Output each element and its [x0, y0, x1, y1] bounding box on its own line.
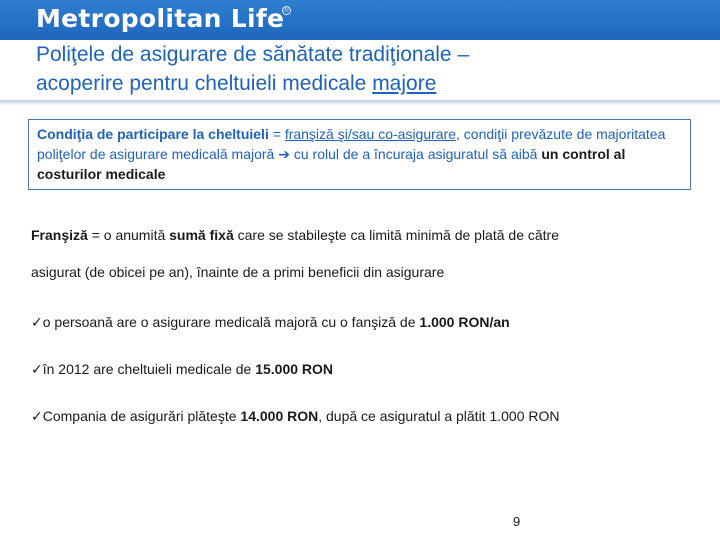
checkmark-icon: ✓ — [31, 408, 43, 424]
registered-mark-icon: ® — [283, 7, 290, 14]
definition-eq: = — [268, 126, 285, 142]
definition-emphasis: un control al costurilor medicale — [37, 146, 626, 182]
definition-rest-2: cu rolul de a încuraja asiguratul să aibă — [289, 146, 542, 162]
franchise-definition-line-2: asigurat (de obicei pe an), înainte de a primi beneficii din asigurare — [31, 264, 445, 280]
franchise-link-text: franşiză — [284, 126, 338, 142]
title-line-1: Poliţele de asigurare de sănătate tradiţionale – — [36, 43, 470, 66]
brand-logo-text: Metropolitan Life — [36, 4, 285, 33]
definition-text — [37, 124, 682, 184]
definition-rest-1: , condiţii prevăzute de majoritatea poliţelor de asigurare medicală majoră — [37, 126, 666, 162]
bullet-3-bold: 14.000 RON — [240, 408, 319, 424]
arrow-right-icon: ➔ — [278, 146, 290, 162]
bullet-1-text: o persoană are o asigurare medicală majoră cu o fanşiză de — [42, 314, 420, 330]
definition-box — [28, 119, 691, 190]
bullet-3-text: Compania de asigurări plăteşte — [42, 408, 241, 424]
page-number: 9 — [513, 514, 521, 529]
checkmark-icon: ✓ — [31, 314, 43, 330]
bullet-item-3 — [31, 406, 560, 426]
coinsurance-link-text: co-asigurare — [378, 126, 457, 142]
bullet-item-1 — [31, 312, 510, 332]
bullet-item-2 — [31, 359, 333, 379]
franchise-part-2: care se stabileşte ca limită minimă de plată de către — [233, 227, 559, 243]
title-shadow — [0, 100, 720, 106]
bullet-2-text: în 2012 are cheltuieli medicale de — [42, 361, 256, 377]
bullet-1-bold: 1.000 RON/an — [419, 314, 510, 330]
slide-title — [36, 40, 469, 98]
fixed-sum: sumă fixă — [169, 227, 234, 243]
checkmark-icon: ✓ — [31, 361, 43, 377]
franchise-part-1: = o anumită — [87, 227, 170, 243]
and-or-text: şi/sau — [337, 126, 379, 142]
definition-term: Condiţia de participare la cheltuieli — [37, 126, 269, 142]
slide-header — [0, 0, 720, 104]
franchise-definition-line-1 — [31, 225, 559, 245]
brand-strip — [0, 0, 720, 40]
bullet-2-bold: 15.000 RON — [255, 361, 334, 377]
title-line-2a: acoperire pentru cheltuieli medicale — [36, 72, 373, 95]
title-line-2b: majore — [372, 72, 437, 95]
franchise-term: Franşiză — [31, 227, 88, 243]
title-area — [0, 40, 720, 100]
bullet-3-after: , după ce asiguratul a plătit 1.000 RON — [318, 408, 560, 424]
